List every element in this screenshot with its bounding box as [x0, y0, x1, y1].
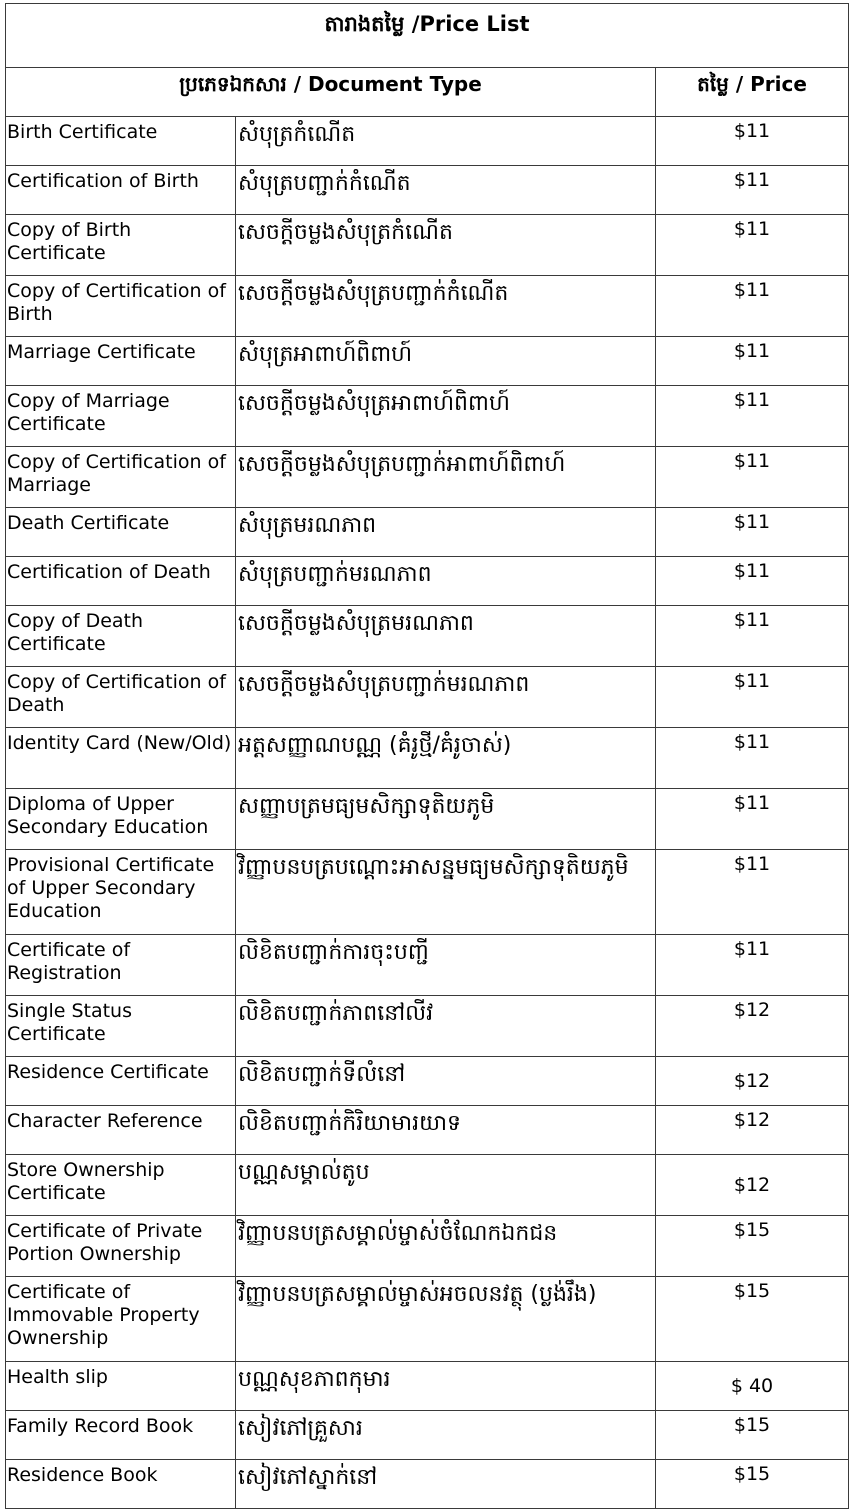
document-name-en: Character Reference [6, 1106, 236, 1155]
document-price: $12 [656, 996, 849, 1057]
table-row [6, 1362, 849, 1411]
document-name-en: Store Ownership Certificate [6, 1155, 236, 1216]
document-price: $12 [656, 1057, 849, 1106]
document-price: $11 [656, 276, 849, 337]
table-row [6, 1106, 849, 1155]
document-name-km: លិខិតបញ្ជាក់ទីលំនៅ [236, 1057, 656, 1106]
table-row [6, 117, 849, 166]
document-name-km: សេចក្តីចម្លងសំបុត្រមរណភាព [236, 606, 656, 667]
document-name-km: លិខិតបញ្ជាក់ការចុះបញ្ជី [236, 935, 656, 996]
table-row [6, 447, 849, 508]
table-row [6, 1155, 849, 1216]
document-price: $15 [656, 1460, 849, 1509]
document-name-km: សៀវភៅគ្រួសារ [236, 1411, 656, 1460]
document-name-en: Certificate of Registration [6, 935, 236, 996]
document-name-en: Copy of Birth Certificate [6, 215, 236, 276]
document-name-km: វិញ្ញាបនបត្រសម្គាល់ម្ចាស់អចលនវត្ថុ (ប្លង់រឹង) [236, 1277, 656, 1362]
table-row [6, 996, 849, 1057]
document-name-km: វិញ្ញាបនបត្របណ្តោះអាសន្នមធ្យមសិក្សាទុតិយភូមិ [236, 850, 656, 935]
document-name-km: សំបុត្របញ្ជាក់កំណើត [236, 166, 656, 215]
document-name-en: Health slip [6, 1362, 236, 1411]
document-name-km: លិខិតបញ្ជាក់ភាពនៅលីវ [236, 996, 656, 1057]
document-name-en: Family Record Book [6, 1411, 236, 1460]
table-row [6, 508, 849, 557]
document-name-km: សេចក្តីចម្លងសំបុត្រកំណើត [236, 215, 656, 276]
table-row [6, 667, 849, 728]
document-price: $11 [656, 215, 849, 276]
document-name-en: Single Status Certificate [6, 996, 236, 1057]
document-name-km: សេចក្តីចម្លងសំបុត្របញ្ជាក់កំណើត [236, 276, 656, 337]
document-name-en: Copy of Certification of Marriage [6, 447, 236, 508]
table-row [6, 789, 849, 850]
document-price: $15 [656, 1411, 849, 1460]
document-price: $11 [656, 850, 849, 935]
document-name-km: សញ្ញាបត្រមធ្យមសិក្សាទុតិយភូមិ [236, 789, 656, 850]
document-name-en: Diploma of Upper Secondary Education [6, 789, 236, 850]
table-row [6, 1460, 849, 1509]
document-name-en: Death Certificate [6, 508, 236, 557]
document-name-km: សំបុត្របញ្ជាក់មរណភាព [236, 557, 656, 606]
document-name-km: សំបុត្រកំណើត [236, 117, 656, 166]
document-name-en: Copy of Marriage Certificate [6, 386, 236, 447]
document-name-km: បណ្ណសម្គាល់តូប [236, 1155, 656, 1216]
table-row [6, 606, 849, 667]
document-name-km: លិខិតបញ្ជាក់កិរិយាមារយាទ [236, 1106, 656, 1155]
document-name-en: Residence Book [6, 1460, 236, 1509]
table-row [6, 1277, 849, 1362]
price-list-body [6, 4, 849, 1509]
price-list-table [5, 3, 849, 1509]
table-row [6, 1411, 849, 1460]
document-type-header: ប្រភេទឯកសារ / Document Type [6, 68, 656, 117]
document-name-km: សេចក្តីចម្លងសំបុត្រអាពាហ៍ពិពាហ៍ [236, 386, 656, 447]
table-row [6, 215, 849, 276]
table-row [6, 337, 849, 386]
document-price: $11 [656, 606, 849, 667]
document-name-km: អត្តសញ្ញាណបណ្ណ (គំរូថ្មី/គំរូចាស់) [236, 728, 656, 789]
document-name-en: Marriage Certificate [6, 337, 236, 386]
document-price: $11 [656, 789, 849, 850]
header-row [6, 68, 849, 117]
document-price: $11 [656, 557, 849, 606]
document-name-en: Certificate of Private Portion Ownership [6, 1216, 236, 1277]
document-name-en: Birth Certificate [6, 117, 236, 166]
document-name-en: Residence Certificate [6, 1057, 236, 1106]
document-price: $11 [656, 337, 849, 386]
table-row [6, 386, 849, 447]
document-price: $11 [656, 935, 849, 996]
document-price: $11 [656, 166, 849, 215]
title-row [6, 4, 849, 68]
document-name-en: Provisional Certificate of Upper Secondary Education [6, 850, 236, 935]
document-name-en: Certification of Birth [6, 166, 236, 215]
price-header: តម្លៃ / Price [656, 68, 849, 117]
document-name-en: Copy of Death Certificate [6, 606, 236, 667]
document-price: $ 40 [656, 1362, 849, 1411]
document-name-km: សេចក្តីចម្លងសំបុត្របញ្ជាក់អាពាហ៍ពិពាហ៍ [236, 447, 656, 508]
table-row [6, 166, 849, 215]
table-row [6, 935, 849, 996]
table-row [6, 1057, 849, 1106]
document-name-km: សេចក្តីចម្លងសំបុត្របញ្ជាក់មរណភាព [236, 667, 656, 728]
document-price: $11 [656, 117, 849, 166]
document-price: $11 [656, 667, 849, 728]
table-row [6, 850, 849, 935]
table-title: តារាងតម្លៃ /Price List [6, 4, 849, 68]
document-name-en: Identity Card (New/Old) [6, 728, 236, 789]
document-name-en: Copy of Certification of Birth [6, 276, 236, 337]
document-name-en: Certification of Death [6, 557, 236, 606]
table-row [6, 728, 849, 789]
table-row [6, 276, 849, 337]
document-price: $12 [656, 1155, 849, 1216]
document-name-km: សៀវភៅស្នាក់នៅ [236, 1460, 656, 1509]
table-row [6, 557, 849, 606]
document-price: $15 [656, 1216, 849, 1277]
table-row [6, 1216, 849, 1277]
document-price: $11 [656, 386, 849, 447]
document-price: $11 [656, 508, 849, 557]
document-name-km: វិញ្ញាបនបត្រសម្គាល់ម្ចាស់ចំណែកឯកជន [236, 1216, 656, 1277]
document-name-km: សំបុត្រអាពាហ៍ពិពាហ៍ [236, 337, 656, 386]
document-price: $15 [656, 1277, 849, 1362]
document-price: $11 [656, 447, 849, 508]
document-name-en: Certificate of Immovable Property Ownership [6, 1277, 236, 1362]
document-price: $11 [656, 728, 849, 789]
document-name-km: បណ្ណសុខភាពកុមារ [236, 1362, 656, 1411]
document-name-km: សំបុត្រមរណភាព [236, 508, 656, 557]
document-price: $12 [656, 1106, 849, 1155]
document-name-en: Copy of Certification of Death [6, 667, 236, 728]
